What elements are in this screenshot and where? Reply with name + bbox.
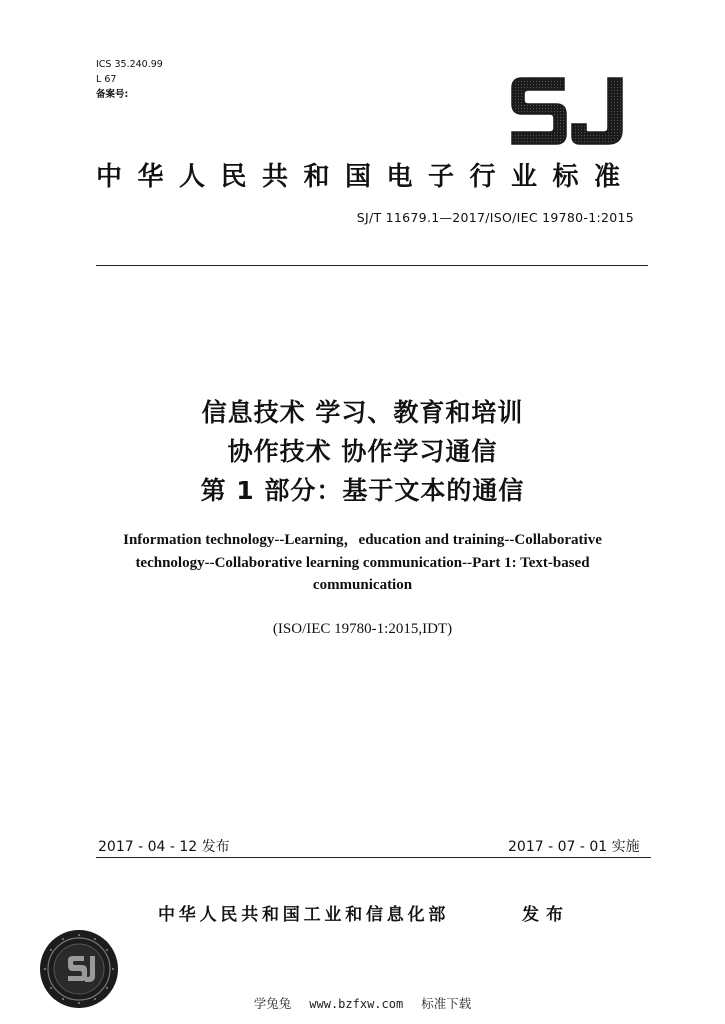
bottom-divider	[96, 857, 651, 858]
en-title-line-2: technology--Collaborative learning communication--Part 1: Text-based	[135, 554, 590, 571]
publish-label: 发布	[522, 905, 570, 925]
ics-code: ICS 35.240.99	[96, 59, 163, 70]
en-title	[60, 529, 665, 597]
sj-logo-icon	[508, 74, 628, 146]
identical-adoption-note: (ISO/IEC 19780-1:2015,IDT)	[272, 621, 453, 637]
footer-site-link[interactable]: www.bzfxw.com	[309, 997, 404, 1011]
cn-title-line-3: 第 1 部分：基于文本的通信	[200, 476, 525, 505]
footer-left-text: 学兔兔	[253, 996, 292, 1011]
cn-title-line-1: 信息技术 学习、教育和培训	[201, 398, 524, 427]
standard-title: 中华人民共和国电子行业标准	[96, 162, 636, 192]
standard-code: SJ/T 11679.1—2017/ISO/IEC 19780-1:2015	[356, 210, 634, 225]
implementation-date: 2017 - 07 - 01 实施	[508, 839, 640, 855]
en-title-line-1: Information technology--Learning，education and training--Collaborative	[123, 532, 602, 548]
cn-title-line-2: 协作技术 协作学习通信	[227, 437, 498, 466]
issuer-name: 中华人民共和国工业和信息化部	[158, 905, 450, 925]
footer-watermark	[0, 994, 725, 1012]
top-divider	[96, 265, 648, 266]
ccs-code: L 67	[96, 74, 117, 85]
footer-right-text: 标准下载	[421, 996, 472, 1011]
en-title-line-3: communication	[312, 577, 413, 593]
issue-date: 2017 - 04 - 12 发布	[98, 839, 230, 855]
record-number-label: 备案号:	[96, 89, 129, 100]
